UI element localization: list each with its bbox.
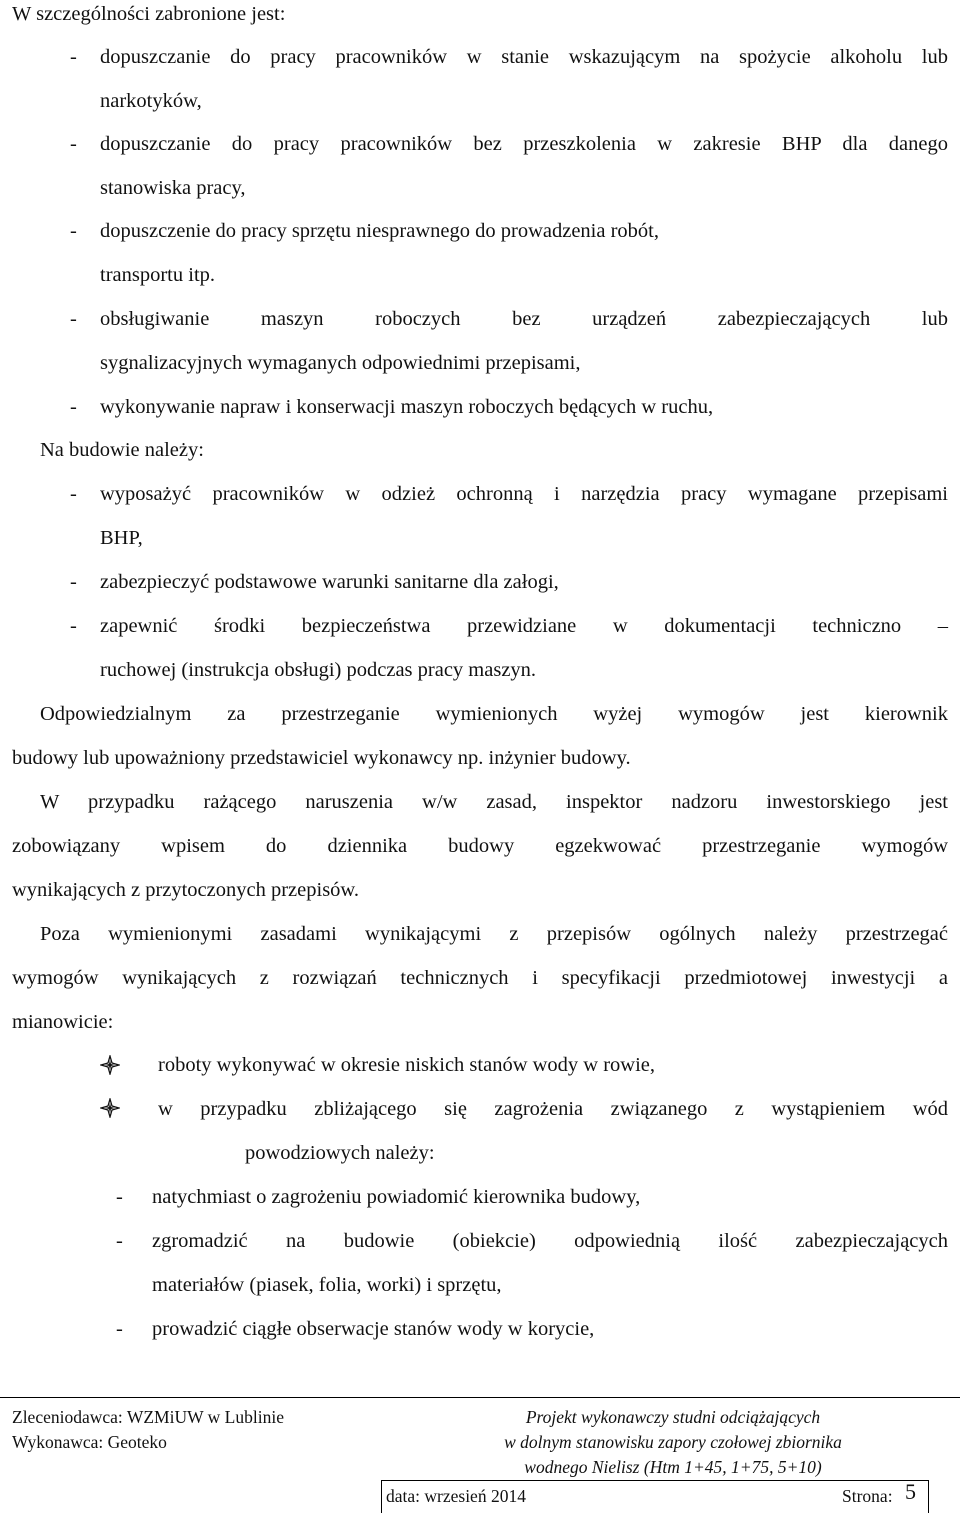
subitem-line: zgromadzić na budowie (obiekcie) odpowiednią ilość zabezpieczających: [152, 1230, 948, 1252]
list-dash: -: [70, 483, 77, 505]
diamond-bullet-icon: [100, 1055, 120, 1075]
list-item-line: ruchowej (instrukcja obsługi) podczas pracy maszyn.: [100, 659, 537, 681]
bullet-item-line: w przypadku zbliżającego się zagrożenia związanego z wystąpieniem wód: [158, 1098, 948, 1120]
list-item-line: zabezpieczyć podstawowe warunki sanitarne dla załogi,: [100, 571, 559, 593]
list-item-line: BHP,: [100, 527, 143, 549]
footer-page-number: 5: [905, 1479, 916, 1504]
footer-page-label: Strona:: [842, 1486, 893, 1506]
list-dash: -: [70, 220, 77, 242]
subitem-line: materiałów (piasek, folia, worki) i sprzętu,: [152, 1274, 502, 1296]
footer-project-line: wodnego Nielisz (Htm 1+45, 1+75, 5+10): [524, 1457, 822, 1477]
list-item-line: obsługiwanie maszyn roboczych bez urządzeń zabezpieczających lub: [100, 308, 948, 330]
list-dash: -: [70, 308, 77, 330]
footer-rule: [0, 1397, 960, 1398]
paragraph-line: wynikających z przytoczonych przepisów.: [12, 879, 360, 901]
bullet-item-line: powodziowych należy:: [245, 1142, 435, 1164]
list-dash: -: [70, 615, 77, 637]
list-item-line: wykonywanie napraw i konserwacji maszyn roboczych będących w ruchu,: [100, 396, 714, 418]
list-dash: -: [116, 1318, 123, 1340]
footer-client: Zleceniodawca: WZMiUW w Lublinie: [12, 1407, 284, 1427]
footer-project-line: Projekt wykonawczy studni odciążających: [525, 1407, 821, 1427]
list-item-line: zapewnić środki bezpieczeństwa przewidziane w dokumentacji techniczno –: [100, 615, 948, 637]
footer-date: data: wrzesień 2014: [386, 1486, 526, 1506]
subitem-line: natychmiast o zagrożeniu powiadomić kierownika budowy,: [152, 1186, 641, 1208]
section-heading-required: Na budowie należy:: [40, 439, 204, 461]
list-dash: -: [116, 1230, 123, 1252]
paragraph-line: wymogów wynikających z rozwiązań technicznych i specyfikacji przedmiotowej inwestycji a: [12, 967, 948, 989]
subitem-line: prowadzić ciągłe obserwacje stanów wody w korycie,: [152, 1318, 595, 1340]
list-item-line: dopuszczanie do pracy pracowników bez przeszkolenia w zakresie BHP dla danego: [100, 133, 948, 155]
list-item-line: dopuszczenie do pracy sprzętu niesprawnego do prowadzenia robót,: [100, 220, 659, 242]
list-dash: -: [70, 396, 77, 418]
list-item-line: sygnalizacyjnych wymaganych odpowiednimi przepisami,: [100, 352, 581, 374]
bullet-item-line: roboty wykonywać w okresie niskich stanów wody w rowie,: [158, 1054, 656, 1076]
list-item-line: narkotyków,: [100, 90, 202, 112]
list-dash: -: [70, 571, 77, 593]
list-dash: -: [70, 46, 77, 68]
diamond-bullet-icon: [100, 1098, 120, 1118]
list-dash: -: [70, 133, 77, 155]
paragraph-line: W przypadku rażącego naruszenia w/w zasad, inspektor nadzoru inwestorskiego jest: [40, 791, 948, 813]
list-item-line: dopuszczanie do pracy pracowników w stanie wskazującym na spożycie alkoholu lub: [100, 46, 948, 68]
list-item-line: transportu itp.: [100, 264, 216, 286]
footer-project-line: w dolnym stanowisku zapory czołowej zbiornika: [504, 1432, 842, 1452]
paragraph-line: budowy lub upoważniony przedstawiciel wykonawcy np. inżynier budowy.: [12, 747, 631, 769]
footer-contractor: Wykonawca: Geoteko: [12, 1432, 167, 1452]
list-item-line: stanowiska pracy,: [100, 177, 246, 199]
list-item-line: wyposażyć pracowników w odzież ochronną i narzędzia pracy wymagane przepisami: [100, 483, 948, 505]
list-dash: -: [116, 1186, 123, 1208]
paragraph-line: Odpowiedzialnym za przestrzeganie wymienionych wyżej wymogów jest kierownik: [40, 703, 948, 725]
section-heading-prohibited: W szczególności zabronione jest:: [12, 3, 286, 25]
paragraph-line: Poza wymienionymi zasadami wynikającymi z przepisów ogólnych należy przestrzegać: [40, 923, 948, 945]
paragraph-line: mianowicie:: [12, 1011, 114, 1033]
paragraph-line: zobowiązany wpisem do dziennika budowy egzekwować przestrzeganie wymogów: [12, 835, 948, 857]
